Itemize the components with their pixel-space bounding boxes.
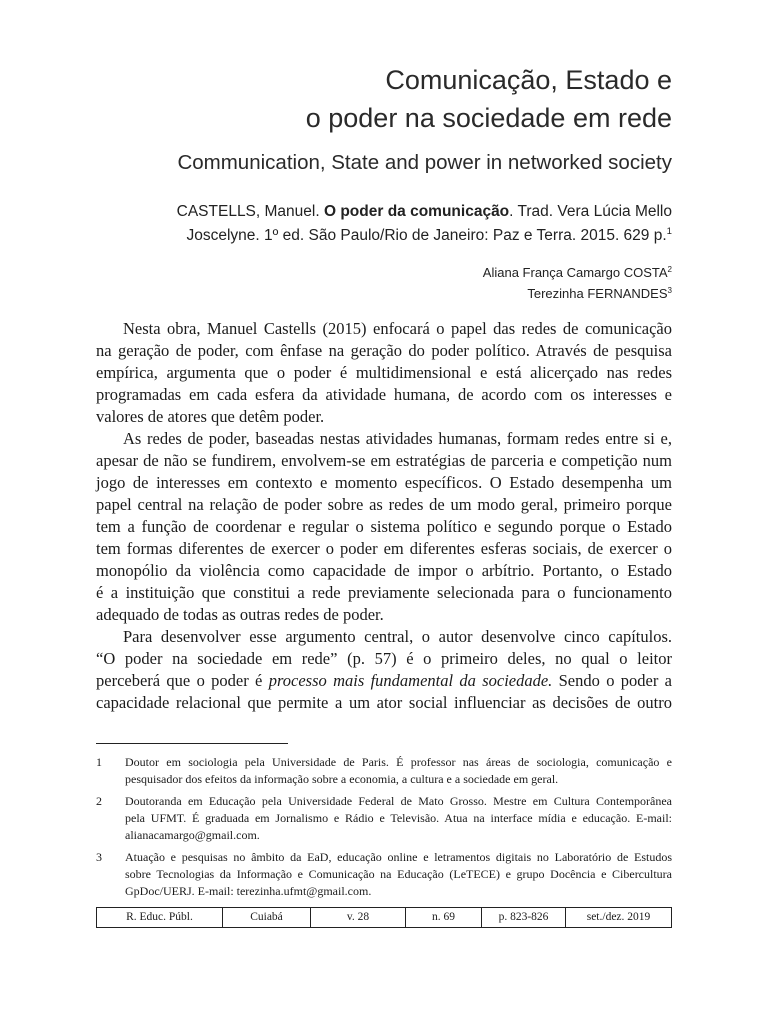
publication-info-table bbox=[96, 907, 672, 928]
footer-issue: n. 69 bbox=[406, 908, 482, 927]
author-name: Aliana França Camargo COSTA bbox=[482, 265, 668, 280]
reference-publication: Joscelyne. 1º ed. São Paulo/Rio de Janeiro: Paz e Terra. 2015. 629 p. bbox=[186, 227, 667, 244]
footnote-marker: 2 bbox=[667, 265, 672, 275]
title-line-2: o poder na sociedade em rede bbox=[305, 103, 672, 133]
footnote-line: pela UFMT. É graduada em Jornalismo e Rádio e Televisão. Atua na interface mídia e educação. E-mail: bbox=[125, 811, 672, 825]
footnote bbox=[96, 793, 672, 844]
footnote-line: Doutor em sociologia pela Universidade de Paris. É professor nas áreas de sociologia, comunicação e bbox=[125, 755, 672, 769]
footnote-line: sobre Tecnologias da Informação e Comunicação na Educação (LeTECE) e grupo Docência e Cibercultura bbox=[125, 867, 672, 881]
body-line: adequado de todas as outras redes de poder. bbox=[96, 605, 384, 624]
body-line: apesar de não se fundirem, envolvem-se em estratégias de parceria e competição num bbox=[96, 451, 672, 470]
footnote bbox=[96, 849, 672, 900]
reference-details: . Trad. Vera Lúcia Mello bbox=[509, 203, 672, 220]
body-line: empírica, argumenta que o poder é multidimensional e está alicerçado nas redes bbox=[96, 363, 672, 382]
body-text bbox=[96, 318, 672, 714]
footer-period: set./dez. 2019 bbox=[586, 911, 651, 923]
author-name: Terezinha FERNANDES bbox=[527, 286, 668, 301]
footnote-number: 1 bbox=[96, 755, 102, 769]
body-text-segment: Sendo o poder a bbox=[552, 671, 672, 690]
author bbox=[96, 262, 672, 283]
body-italic-segment: processo mais fundamental da sociedade. bbox=[268, 671, 553, 690]
reference-author: CASTELLS, Manuel. bbox=[176, 203, 324, 220]
article-subtitle: Communication, State and power in networked society bbox=[177, 151, 672, 174]
footnote-line: Doutoranda em Educação pela Universidade Federal de Mato Grosso. Mestre em Cultura Contemporânea bbox=[125, 794, 672, 808]
footnote bbox=[96, 754, 672, 788]
body-line: tem a função de coordenar e regular o sistema político e segundo porque o Estado bbox=[96, 517, 672, 536]
body-line: Para desenvolver esse argumento central, o autor desenvolve cinco capítulos. bbox=[123, 627, 672, 646]
footer-city: Cuiabá bbox=[223, 908, 311, 927]
footer-pages: p. 823-826 bbox=[482, 908, 566, 927]
body-paragraph bbox=[96, 626, 672, 714]
author bbox=[96, 283, 672, 304]
body-line: programadas em cada esfera da atividade humana, de acordo com os interesses e bbox=[96, 385, 672, 404]
footnote-number: 2 bbox=[96, 794, 102, 808]
article-title bbox=[96, 61, 672, 137]
footnote-marker: 3 bbox=[667, 286, 672, 296]
footnote-marker: 1 bbox=[666, 226, 672, 238]
body-line: papel central na relação de poder sobre as redes de um modo geral, primeiro porque bbox=[96, 495, 672, 514]
body-line: As redes de poder, baseadas nestas atividades humanas, formam redes entre si e, bbox=[123, 429, 672, 448]
body-paragraph bbox=[96, 428, 672, 626]
reference-book-title: O poder da comunicação bbox=[323, 203, 510, 220]
footnote-line: GpDoc/UERJ. E-mail: terezinha.ufmt@gmail.com. bbox=[125, 884, 372, 898]
body-line: capacidade relacional que permite a um ator social influenciar as decisões de outro bbox=[96, 693, 672, 712]
footer-journal: R. Educ. Públ. bbox=[97, 908, 223, 927]
book-reference bbox=[96, 200, 672, 248]
body-line: jogo de interesses em contexto e momento específicos. O Estado desempenha um bbox=[96, 473, 672, 492]
footnote-number: 3 bbox=[96, 850, 102, 864]
title-line-1: Comunicação, Estado e bbox=[385, 65, 672, 95]
footnote-line: alianacamargo@gmail.com. bbox=[125, 828, 260, 842]
body-line bbox=[96, 670, 672, 692]
footnote-line: pesquisador dos efeitos da informação sobre a economia, a cultura e a sociedade em geral. bbox=[125, 772, 559, 786]
body-text-segment: perceberá que o poder é bbox=[96, 671, 269, 690]
footer-volume: v. 28 bbox=[311, 908, 406, 927]
body-line: valores de atores que detêm poder. bbox=[96, 407, 325, 426]
reference-line-2 bbox=[96, 224, 672, 248]
reference-line-1 bbox=[96, 200, 672, 224]
footnote-line: Atuação e pesquisas no âmbito da EaD, educação online e letramentos digitais no Laboratório de Estudos bbox=[125, 850, 672, 864]
body-line: tem formas diferentes de exercer o poder em diferentes esferas sociais, de exercer o bbox=[96, 539, 672, 558]
body-line: é a instituição que constitui a rede previamente selecionada para o funcionamento bbox=[96, 583, 672, 602]
body-line: monopólio da violência como capacidade de impor o arbítrio. Portanto, o Estado bbox=[96, 561, 672, 580]
footnote-separator bbox=[96, 743, 288, 744]
footnotes bbox=[96, 754, 672, 905]
body-paragraph bbox=[96, 318, 672, 428]
body-line: “O poder na sociedade em rede” (p. 57) é o primeiro deles, no qual o leitor bbox=[96, 649, 672, 668]
body-line: na geração de poder, com ênfase na geração do poder político. Através de pesquisa bbox=[96, 341, 672, 360]
body-line: Nesta obra, Manuel Castells (2015) enfocará o papel das redes de comunicação bbox=[123, 319, 672, 338]
authors bbox=[96, 262, 672, 304]
